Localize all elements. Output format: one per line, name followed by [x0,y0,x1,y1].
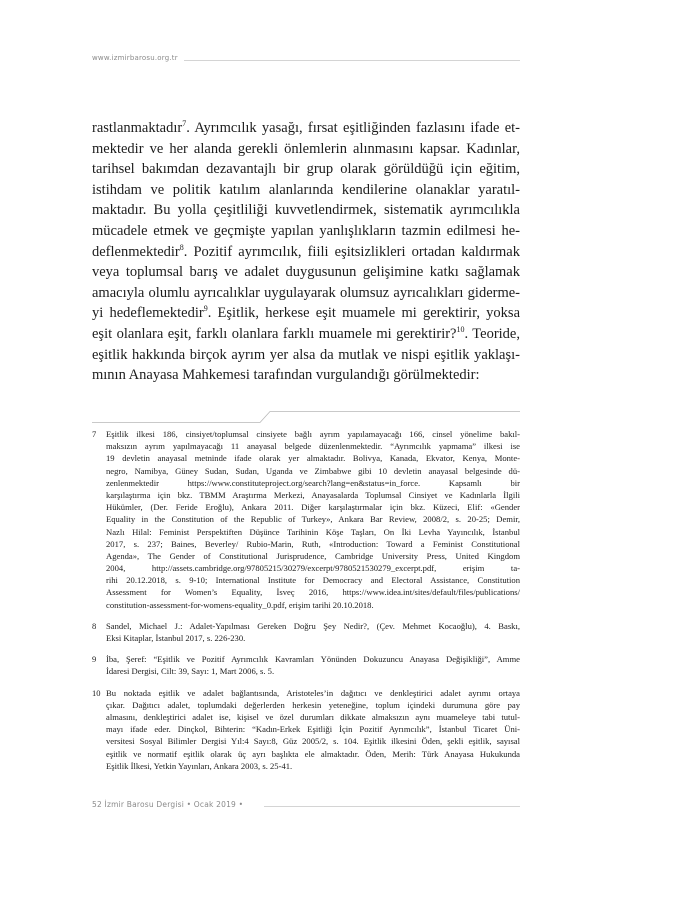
body-line [92,118,520,139]
body-line [92,221,520,242]
body-text-segment: yi hedeflemektedir [92,305,204,322]
footnote-ref: 9 [203,304,208,314]
footnote-line: Equality in the Constitution of the Republic of Turkey», Ankara Bar Review, 2008/2, s. 20-25; Demir, [106,514,520,525]
body-text [92,118,520,386]
body-text-segment: maktadır. Bu yolla çeşitliliği kuvvetlendirmek, sistematik ayrımcılıkla [92,202,520,219]
footnote-line: constitution-assessment-for-womens-equality_0.pdf, erişim tarihi 20.10.2018. [106,599,374,610]
footnote-line: Assessment for Women’s Equality, İsveç 2016, https://www.idea.int/sites/default/files/publications/ [106,587,520,598]
footnote-line: Eşitlik İlkesi, Yetkin Yayınları, Ankara 2003, s. 25-41. [106,760,293,771]
footnote-line: Sandel, Michael J.: Adalet-Yapılması Gereken Doğru Şey Nedir?, (Çev. Mehmet Kocaoğlu), 4. Baskı, [106,620,520,631]
footnote-line: Nazlı Hilal: Feminist Perspektiften Düşünce Tarihinin Köşe Taşları, On İki Levha Yayıncılık, İstanbul [106,526,520,537]
footnote-line: Eksi Kitaplar, İstanbul 2017, s. 226-230. [106,633,246,643]
body-text-segment: eşitlik hakkında birçok ayrım yer alsa da mutlak ve nispi eşitlik yaklaşı- [92,346,520,363]
footnote-divider [92,410,520,424]
footnote [92,687,520,772]
footnote-line: karşılaştırma için bkz. TBMM Araştırma Merkezi, Anayasalarda Toplumsal Cinsiyet ve Kadınlarla İlgili [106,489,520,500]
body-text-segment: deflenmektedir [92,243,180,260]
body-line [92,242,520,263]
body-text-segment: . Ayrımcılık yasağı, fırsat eşitliğinden fazlasını ifade et- [186,120,520,136]
footnote-ref: 7 [182,119,187,129]
footnote-line: 2004, http://assets.cambridge.org/97805215/30279/excerpt/9780521530279_excerpt.pdf, erişim ta- [106,563,520,574]
footnote-line: çıkar. Dağıtıcı adalet, toplumdaki değerlerden herkesin yeteneğine, toplum içindeki durumuna göre pay [106,699,520,710]
body-text-segment: mının Anayasa Mahkemesi tarafından vurgulandığı görülmektedir: [92,367,480,384]
footnote-line: negro, Namibya, Güney Sudan, Sudan, Uganda ve Zimbabwe gibi 10 devletin anayasal belgesinde dü- [106,465,520,476]
body-text-segment: veya toplumsal barış ve adalet duygusunun gelişimine katkı sağlamak [92,264,520,281]
footnote-line: Eşitlik ilkesi 186, cinsiyet/toplumsal cinsiyete bağlı ayrım yapılamayacağı 166, cinsel yönelime bakıl- [106,429,520,439]
footnote-line: zenlenmektedir https://www.constituteproject.org/search?lang=en&status=in_force. Kapsamlı bir [106,477,520,488]
footnote-line: 19 devletin anayasal metninde ifade olarak yer almaktadır. Bolivya, Kanada, Ekvator, Kenya, Monte- [106,453,520,464]
header-url: www.izmirbarosu.org.tr [92,54,178,62]
footnote-number: 10 [92,687,101,698]
footnote-number: 7 [92,429,97,439]
body-line [92,345,520,366]
body-line [92,303,520,324]
footnote-line: versitesi Sosyal Bilimler Dergisi Yıl:4 Sayı:8, Güz 2005/2, s. 104. Eşitlik ilkesini Öden, şekli eşitlik, sayısal [106,736,520,747]
footnote-line: almasını, denkleştirici adalet ise, kişisel ve özel durumları dikkate almaksızın aynı muameleye tabi tutul- [106,711,520,722]
body-line [92,262,520,283]
footnote [92,428,520,611]
body-text-segment: amacıyla olumlu ayrıcalıklar uygulayarak olumsuz ayrıcalıkları giderme- [92,284,520,301]
body-text-segment: . Pozitif ayrımcılık, fiili eşitsizlikleri ortadan kaldırmak [183,243,520,260]
footnote [92,620,520,644]
footnote [92,653,520,677]
footnote-ref: 10 [456,325,465,335]
footnote-ref: 8 [179,242,184,252]
body-line [92,324,520,345]
body-text-segment: mücadele etmek ve geçmişte yapılan yanlışlıkların tazmin edilmesi he- [92,222,520,239]
footnote-line: Bu noktada eşitlik ve adalet bağlantısında, Aristoteles’in dağıtıcı ve denkleştirici adalet ayrımı ortaya [106,687,520,698]
footnote-number: 8 [92,620,97,631]
footnote-line: Hükümler, (Der. Feride Eroğlu), Ankara 2011. Diğer karşılaştırmalar için bkz. Küzeci, Elif: «Gender [106,502,520,513]
body-text-segment: tarihsel bakımdan dezavantajlı bir grup olarak görüldüğü için eğitim, [92,161,520,178]
body-line [92,139,520,160]
footer-rule [264,806,520,807]
footer-text: 52 İzmir Barosu Dergisi • Ocak 2019 • [92,800,244,809]
body-text-segment: . Eşitlik, herkese eşit muamele mi gerektirir, yoksa [207,305,520,322]
footnote-line: 2017, s. 237; Baines, Beverley/ Rubio-Marin, Ruth, «Introduction: Toward a Feminist Constitutional [106,538,520,549]
body-text-segment: mektedir ve her alanda gerekli önlemlerin alınmasını kapsar. Kadınlar, [92,140,520,157]
footnote-line: Agenda», The Gender of Constitutional Jurisprudence, Cambridge University Press, United Kingdom [106,550,520,561]
body-text-segment: rastlanmaktadır [92,120,183,136]
body-line [92,365,520,386]
body-line [92,159,520,180]
header-rule [184,60,520,61]
footnote-line: maksızın ayrım yapılmayacağı 11 anayasal belgede düzenlenmektedir. “Ayrımcılık yapmama” ilkesi ise [106,441,520,452]
body-text-segment: eşit olanlara eşit, farklı olanlara farklı muamele mi gerektirir? [92,325,457,342]
body-line [92,200,520,221]
footnote-number: 9 [92,654,97,665]
body-line [92,180,520,201]
body-text-segment: . Teoride, [464,325,520,342]
body-line [92,283,520,304]
footnotes [92,428,520,781]
footnote-line: mayı ifade eder. Dinçkol, Bihterin: “Kadın-Erkek Eşitliği İçin Pozitif Ayrımcılık”, İstanbul Ticaret Üni- [106,724,520,735]
footnote-line: İdaresi Dergisi, Cilt: 39, Sayı: 1, Mart 2006, s. 5. [106,666,275,677]
footnote-line: rihi 20.12.2018, s. 9-10; International Institute for Democracy and Electoral Assistance, Constitution [106,575,520,586]
footnote-line: İba, Şeref: “Eşitlik ve Pozitif Ayrımcılık Kavramları Yönünden Dokuzuncu Anayasa Değişikliği”, Amme [106,654,520,665]
body-text-segment: istihdam ve politik katılım alanlarında kendilerine olanaklar yaratıl- [92,181,520,198]
footnote-line: eşitlik ve normatif eşitlik olarak üç ayrı başlıkta ele almaktadır. Öden, Merih: Türk Anayasa Hukukunda [106,748,520,759]
